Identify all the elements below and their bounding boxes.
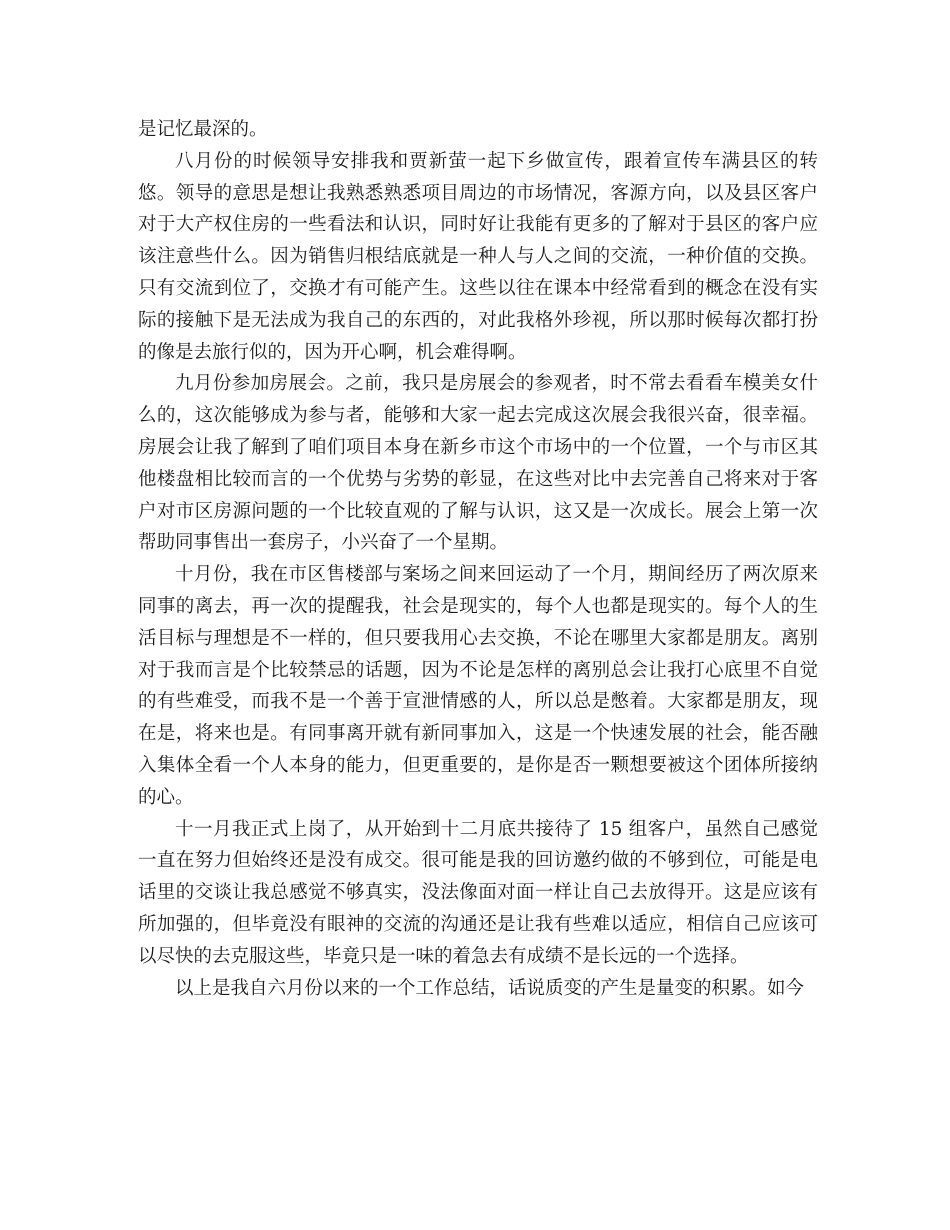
paragraph-november: 十一月我正式上岗了，从开始到十二月底共接待了 15 组客户，虽然自己感觉一直在努力但始终还是没有成交。很可能是我的回访邀约做的不够到位，可能是电话里的交谈让我总感觉不够真实，没法像面对面一样让自己去放得开。这是应该有所加强的，但毕竟没有眼神的交流的沟通还是让我有些难以适应，相信自己应该可以尽快的去克服这些，毕竟只是一味的着急去有成绩不是长远的一个选择。 [138,818,818,967]
paragraph-august: 八月份的时候领导安排我和贾新萤一起下乡做宣传，跟着宣传车满县区的转悠。领导的意思是想让我熟悉熟悉项目周边的市场情况，客源方向，以及县区客户对于大产权住房的一些看法和认识，同时好让我能有更多的了解对于县区的客户应该注意些什么。因为销售归根结底就是一种人与人之间的交流，一种价值的交换。只有交流到位了，交换才有可能产生。这些以往在课本中经常看到的概念在没有实际的接触下是无法成为我自己的东西的，对此我格外珍视，所以那时候每次都打扮的像是去旅行似的，因为开心啊，机会难得啊。 [138,150,818,363]
document-page [138,114,818,1004]
paragraph-continuation: 是记忆最深的。 [138,119,268,140]
paragraph-summary: 以上是我自六月份以来的一个工作总结，话说质变的产生是量变的积累。如今 [175,977,805,999]
paragraph-september: 九月份参加房展会。之前，我只是房展会的参观者，时不常去看看车模美女什么的，这次能够成为参与者，能够和大家一起去完成这次展会我很兴奋，很幸福。房展会让我了解到了咱们项目本身在新乡市这个市场中的一个位置，一个与市区其他楼盘相比较而言的一个优势与劣势的彰显，在这些对比中去完善自己将来对于客户对市区房源问题的一个比较直观的了解与认识，这又是一次成长。展会上第一次帮助同事售出一套房子，小兴奋了一个星期。 [138,373,818,554]
paragraph-october: 十月份，我在市区售楼部与案场之间来回运动了一个月，期间经历了两次原来同事的离去，再一次的提醒我，社会是现实的，每个人也都是现实的。每个人的生活目标与理想是不一样的，但只要我用心去交换，不论在哪里大家都是朋友。离别对于我而言是个比较禁忌的话题，因为不论是怎样的离别总会让我打心底里不自觉的有些难受，而我不是一个善于宣泄情感的人，所以总是憋着。大家都是朋友，现在是，将来也是。有同事离开就有新同事加入，这是一个快速发展的社会，能否融入集体全看一个人本身的能力，但更重要的，是你是否一颗想要被这个团体所接纳的心。 [138,564,818,808]
